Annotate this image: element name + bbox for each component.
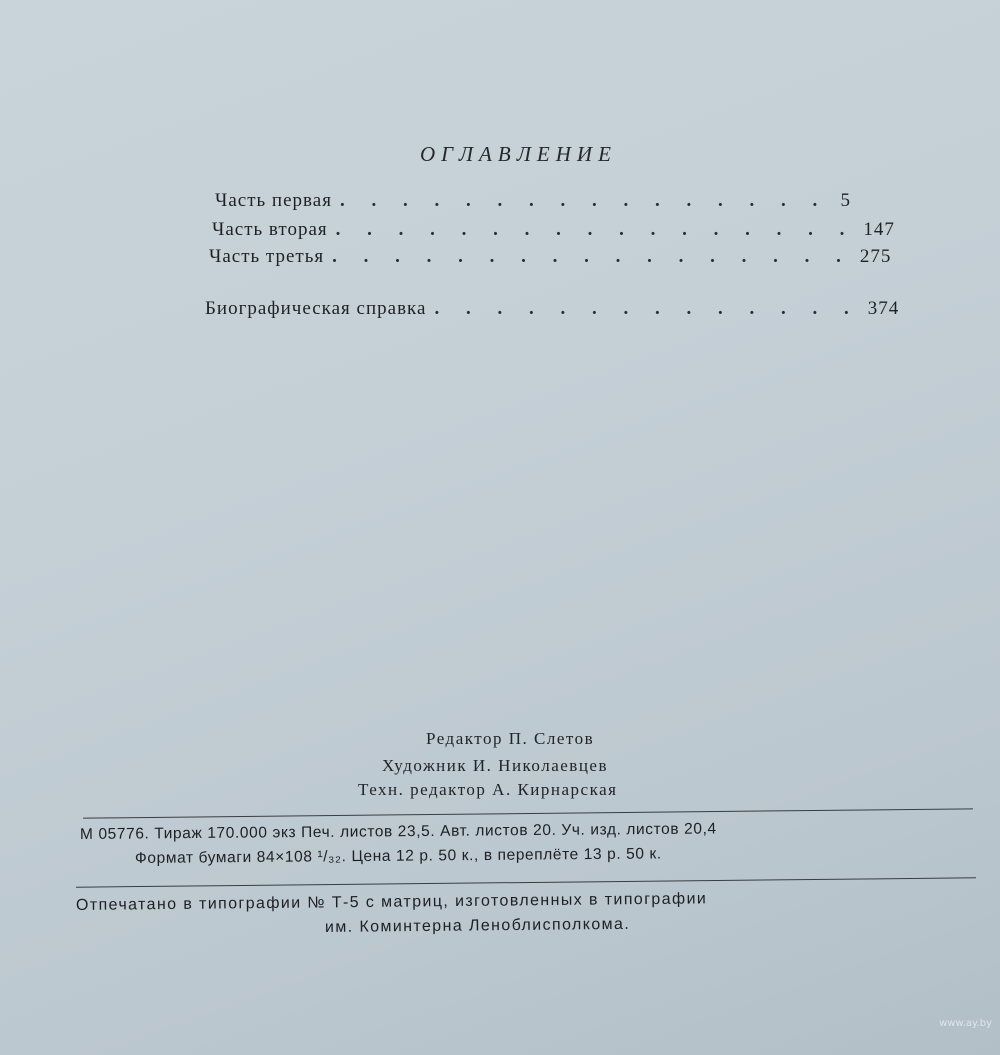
imprint-line: М 05776. Тираж 170.000 экз Печ. листов 23,5. Авт. листов 20. Уч. изд. листов 20,4	[79, 820, 717, 843]
printing-note: Отпечатано в типографии № Т-5 с матриц, изготовленных в типографии	[75, 890, 708, 914]
toc-heading: ОГЛАВЛЕНИЕ	[420, 142, 617, 166]
toc-entry-page: 5	[840, 190, 851, 211]
artist-credit: Художник И. Николаевцев	[382, 756, 608, 775]
toc-entry-label: Часть первая	[215, 190, 332, 211]
printing-note: им. Коминтерна Леноблисполкома.	[324, 915, 631, 936]
imprint-line: Формат бумаги 84×108 ¹/₃₂. Цена 12 р. 50 к., в переплёте 13 р. 50 к.	[134, 845, 662, 867]
toc-entry-page: 147	[863, 219, 895, 240]
watermark: www.ay.by	[939, 1018, 992, 1029]
tech-editor-credit: Техн. редактор А. Кирнарская	[358, 780, 618, 799]
toc-entry	[205, 298, 900, 320]
toc-leader-dots: . . . . . . . . . . . . . . . . .	[332, 246, 852, 267]
toc-entry	[212, 219, 895, 241]
toc-entry-label: Часть третья	[209, 246, 325, 267]
toc-entry-page: 275	[859, 246, 892, 267]
toc-leader-dots: . . . . . . . . . . . . . . . .	[339, 190, 829, 211]
toc-entry-label: Часть вторая	[212, 219, 328, 240]
editor-credit: Редактор П. Слетов	[426, 729, 595, 748]
toc-entry-page: 374	[867, 298, 900, 319]
divider-rule	[83, 808, 973, 818]
toc-leader-dots: . . . . . . . . . . . . . . . . .	[335, 219, 856, 240]
toc-leader-dots: . . . . . . . . . . . . . .	[434, 298, 860, 319]
toc-entry	[215, 190, 851, 212]
toc-entry-label: Биографическая справка	[205, 298, 427, 319]
divider-rule	[76, 877, 976, 887]
toc-entry	[209, 246, 892, 268]
